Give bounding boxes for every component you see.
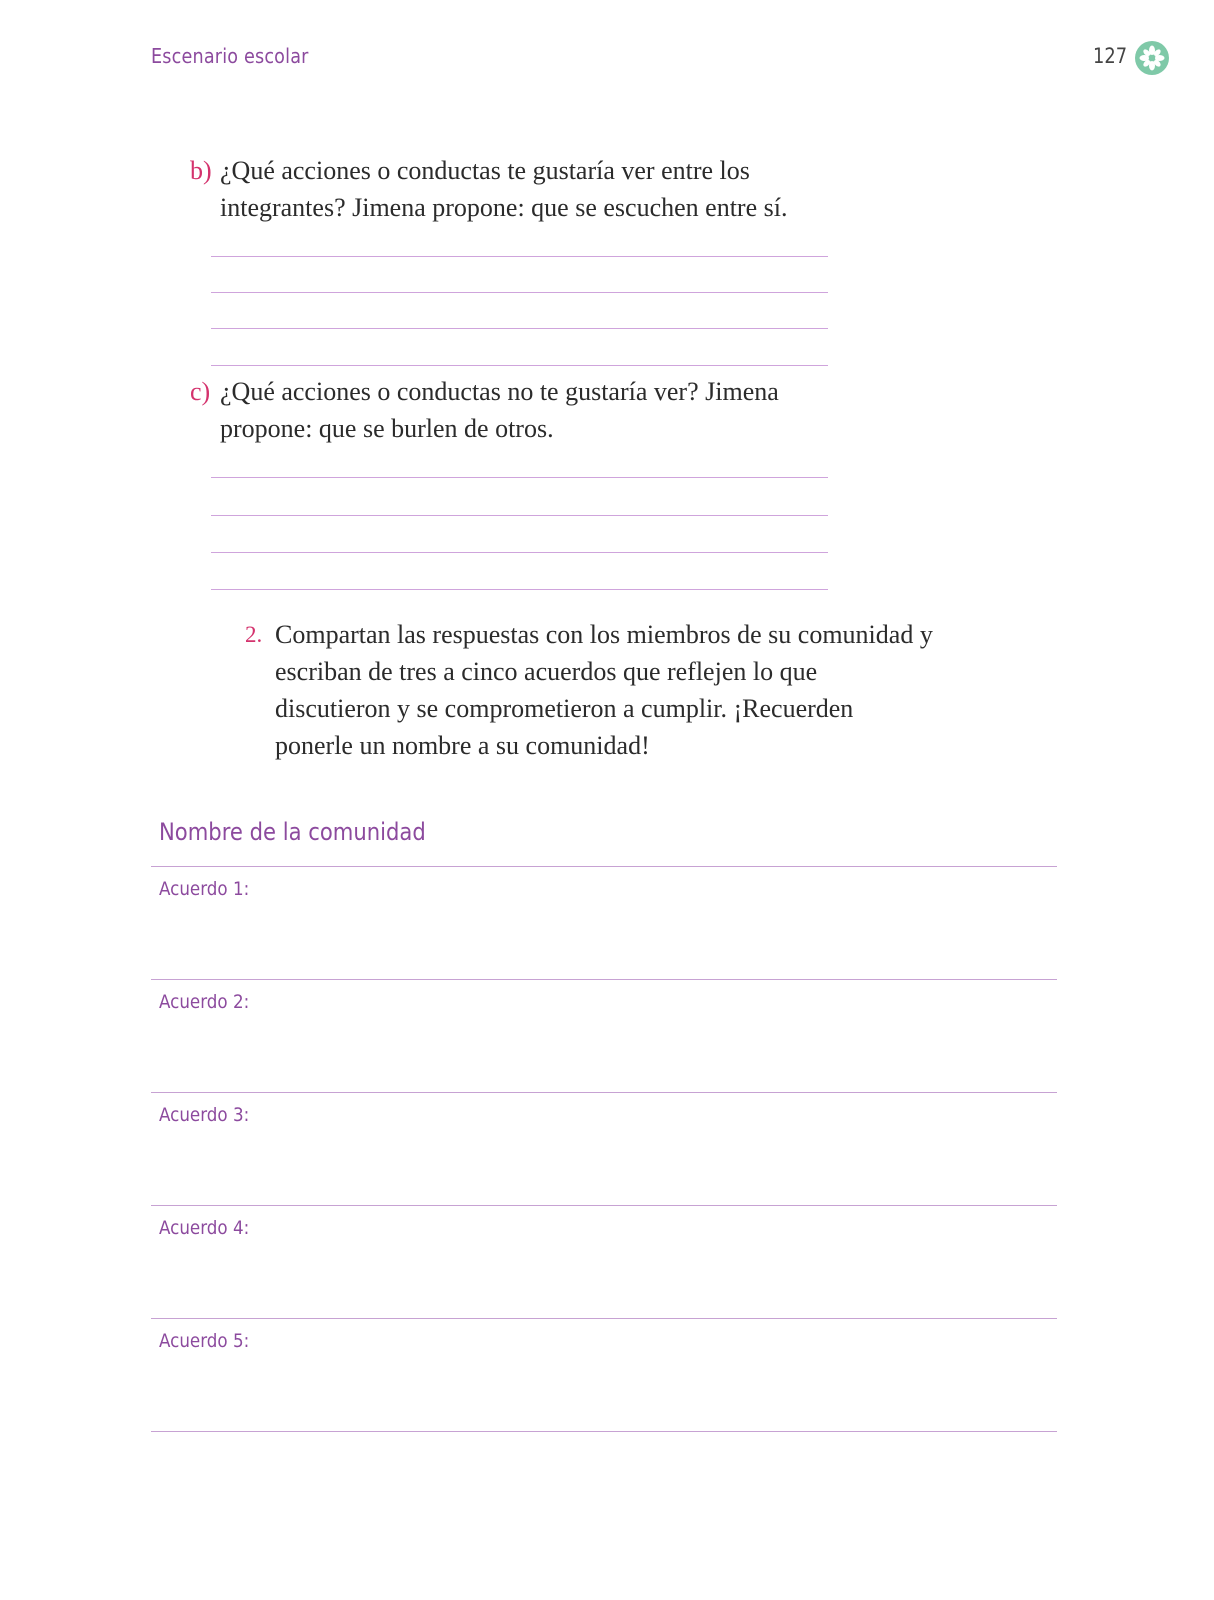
question-letter: b)	[190, 156, 212, 185]
community-name-label: Nombre de la comunidad	[159, 818, 426, 846]
step-number: 2.	[245, 622, 263, 647]
question-c	[190, 373, 860, 447]
question-text: ¿Qué acciones o conductas no te gustaría ver? Jimena propone: que se burlen de otros.	[220, 377, 779, 443]
agreement-field[interactable]	[151, 1092, 1057, 1093]
question-letter: c)	[190, 377, 211, 406]
question-b	[190, 152, 860, 226]
answer-line[interactable]	[211, 328, 828, 329]
answer-line[interactable]	[211, 365, 828, 366]
agreement-field[interactable]	[151, 979, 1057, 980]
answer-line[interactable]	[211, 256, 828, 257]
agreement-label: Acuerdo 4:	[159, 1217, 250, 1239]
question-text: ¿Qué acciones o conductas te gustaría ver entre los integrantes? Jimena propone: que se escuchen entre sí.	[220, 156, 788, 222]
agreement-label: Acuerdo 2:	[159, 991, 250, 1013]
flower-icon	[1134, 40, 1170, 76]
agreement-field[interactable]	[151, 1431, 1057, 1432]
answer-line[interactable]	[211, 552, 828, 553]
step-text: Compartan las respuestas con los miembros de su comunidad y escriban de tres a cinco acuerdos que reflejen lo que discutieron y se comprometieron a cumplir. ¡Recuerden ponerle un nombre a su comunidad!	[275, 620, 933, 760]
answer-line[interactable]	[211, 589, 828, 590]
page-number: 127	[1093, 44, 1128, 68]
answer-line[interactable]	[211, 292, 828, 293]
community-name-field[interactable]	[151, 866, 1057, 867]
answer-line[interactable]	[211, 477, 828, 478]
instruction-step	[245, 616, 935, 764]
section-title: Escenario escolar	[151, 44, 309, 68]
agreement-label: Acuerdo 1:	[159, 878, 250, 900]
agreement-label: Acuerdo 5:	[159, 1330, 250, 1352]
agreement-field[interactable]	[151, 1205, 1057, 1206]
agreement-label: Acuerdo 3:	[159, 1104, 250, 1126]
agreement-field[interactable]	[151, 1318, 1057, 1319]
answer-line[interactable]	[211, 515, 828, 516]
